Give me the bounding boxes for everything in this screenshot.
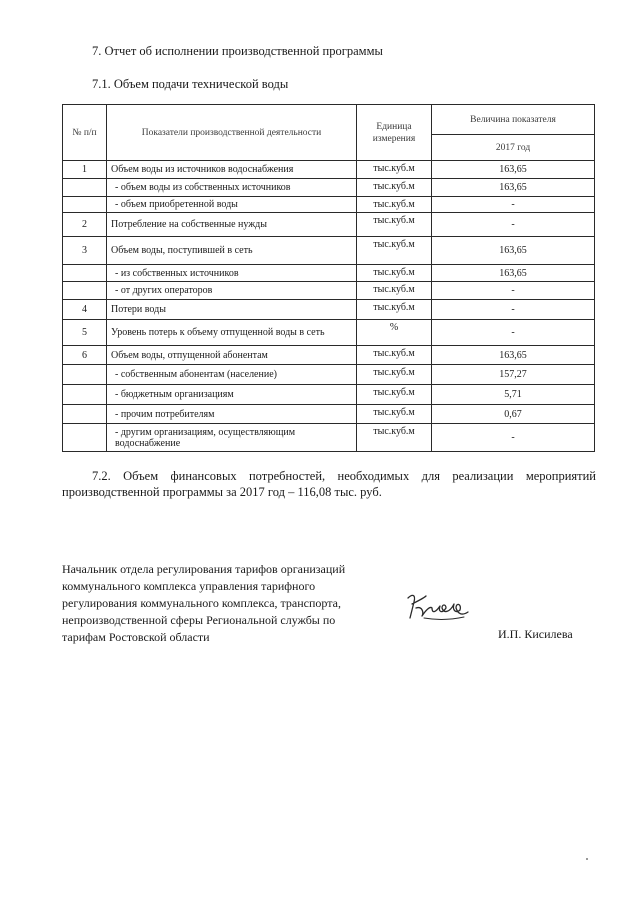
- row-num: 3: [63, 237, 107, 265]
- row-unit: тыс.куб.м: [357, 282, 432, 300]
- table-row: [63, 161, 595, 179]
- header-unit: Единица измерения: [357, 105, 432, 161]
- signer-name: И.П. Кисилева: [498, 627, 573, 641]
- scan-speck: [586, 858, 588, 860]
- row-value: -: [432, 282, 595, 300]
- signatory-position-line: непроизводственной сферы Региональной службы по: [62, 613, 336, 627]
- table-row: [63, 237, 595, 265]
- signatory-position-line: коммунального комплекса управления тарифного: [62, 579, 316, 593]
- row-name: - объем воды из собственных источников: [107, 179, 357, 197]
- signatory-position-line: регулирования коммунального комплекса, транспорта,: [62, 596, 341, 610]
- row-num: [63, 424, 107, 452]
- row-unit: тыс.куб.м: [357, 237, 432, 265]
- header-value-group: Величина показателя: [432, 105, 595, 135]
- row-unit: тыс.куб.м: [357, 300, 432, 320]
- financial-needs-paragraph: 7.2. Объем финансовых потребностей, необходимых для реализации мероприятий производственной программы за 2017 год – 116,08 тыс. руб.: [62, 469, 596, 499]
- row-unit: тыс.куб.м: [357, 346, 432, 365]
- section-heading: 7. Отчет об исполнении производственной программы: [92, 44, 383, 58]
- header-year: 2017 год: [432, 135, 595, 161]
- row-value: 163,65: [432, 179, 595, 197]
- row-name: Объем воды, поступившей в сеть: [107, 237, 357, 265]
- row-unit: тыс.куб.м: [357, 424, 432, 452]
- row-num: [63, 405, 107, 424]
- row-unit: тыс.куб.м: [357, 213, 432, 237]
- row-value: 157,27: [432, 365, 595, 385]
- header-num: № п/п: [63, 105, 107, 161]
- row-name: Потери воды: [107, 300, 357, 320]
- table-row: [63, 282, 595, 300]
- row-unit: тыс.куб.м: [357, 265, 432, 282]
- row-name: Объем воды из источников водоснабжения: [107, 161, 357, 179]
- row-name: Уровень потерь к объему отпущенной воды в сеть: [107, 320, 357, 346]
- table-row: [63, 365, 595, 385]
- row-num: [63, 282, 107, 300]
- row-name: - другим организациям, осуществляющим водоснабжение: [107, 424, 357, 452]
- subsection-heading: 7.1. Объем подачи технической воды: [92, 77, 289, 91]
- row-value: -: [432, 424, 595, 452]
- table-row: [63, 179, 595, 197]
- signatory-position-line: тарифам Ростовской области: [62, 630, 210, 644]
- water-supply-table: [62, 104, 595, 452]
- row-num: [63, 385, 107, 405]
- row-name: - объем приобретенной воды: [107, 197, 357, 213]
- row-value: 0,67: [432, 405, 595, 424]
- row-value: 163,65: [432, 346, 595, 365]
- table-row: [63, 405, 595, 424]
- row-num: [63, 265, 107, 282]
- row-unit: тыс.куб.м: [357, 385, 432, 405]
- row-value: -: [432, 197, 595, 213]
- row-num: 4: [63, 300, 107, 320]
- handwritten-signature: [402, 590, 474, 626]
- signatory-position-line: Начальник отдела регулирования тарифов организаций: [62, 562, 346, 576]
- row-name: - из собственных источников: [107, 265, 357, 282]
- row-name: - бюджетным организациям: [107, 385, 357, 405]
- table-row: [63, 385, 595, 405]
- row-num: 5: [63, 320, 107, 346]
- row-num: 2: [63, 213, 107, 237]
- row-num: [63, 197, 107, 213]
- table-row: [63, 300, 595, 320]
- row-value: 5,71: [432, 385, 595, 405]
- table-row: [63, 197, 595, 213]
- row-value: 163,65: [432, 237, 595, 265]
- row-unit: тыс.куб.м: [357, 197, 432, 213]
- row-unit: тыс.куб.м: [357, 161, 432, 179]
- row-unit: %: [357, 320, 432, 346]
- header-indicator: Показатели производственной деятельности: [107, 105, 357, 161]
- signatory-position: [62, 561, 382, 646]
- row-unit: тыс.куб.м: [357, 405, 432, 424]
- row-value: 163,65: [432, 161, 595, 179]
- row-name: Потребление на собственные нужды: [107, 213, 357, 237]
- table-row: [63, 213, 595, 237]
- row-num: [63, 179, 107, 197]
- row-value: -: [432, 320, 595, 346]
- row-num: 1: [63, 161, 107, 179]
- table-row: [63, 346, 595, 365]
- row-value: -: [432, 213, 595, 237]
- row-name: - от других операторов: [107, 282, 357, 300]
- row-value: -: [432, 300, 595, 320]
- table-row: [63, 265, 595, 282]
- table-row: [63, 424, 595, 452]
- row-unit: тыс.куб.м: [357, 365, 432, 385]
- row-name: Объем воды, отпущенной абонентам: [107, 346, 357, 365]
- row-name: - прочим потребителям: [107, 405, 357, 424]
- table-row: [63, 320, 595, 346]
- row-num: [63, 365, 107, 385]
- row-name: - собственным абонентам (население): [107, 365, 357, 385]
- row-num: 6: [63, 346, 107, 365]
- row-value: 163,65: [432, 265, 595, 282]
- row-unit: тыс.куб.м: [357, 179, 432, 197]
